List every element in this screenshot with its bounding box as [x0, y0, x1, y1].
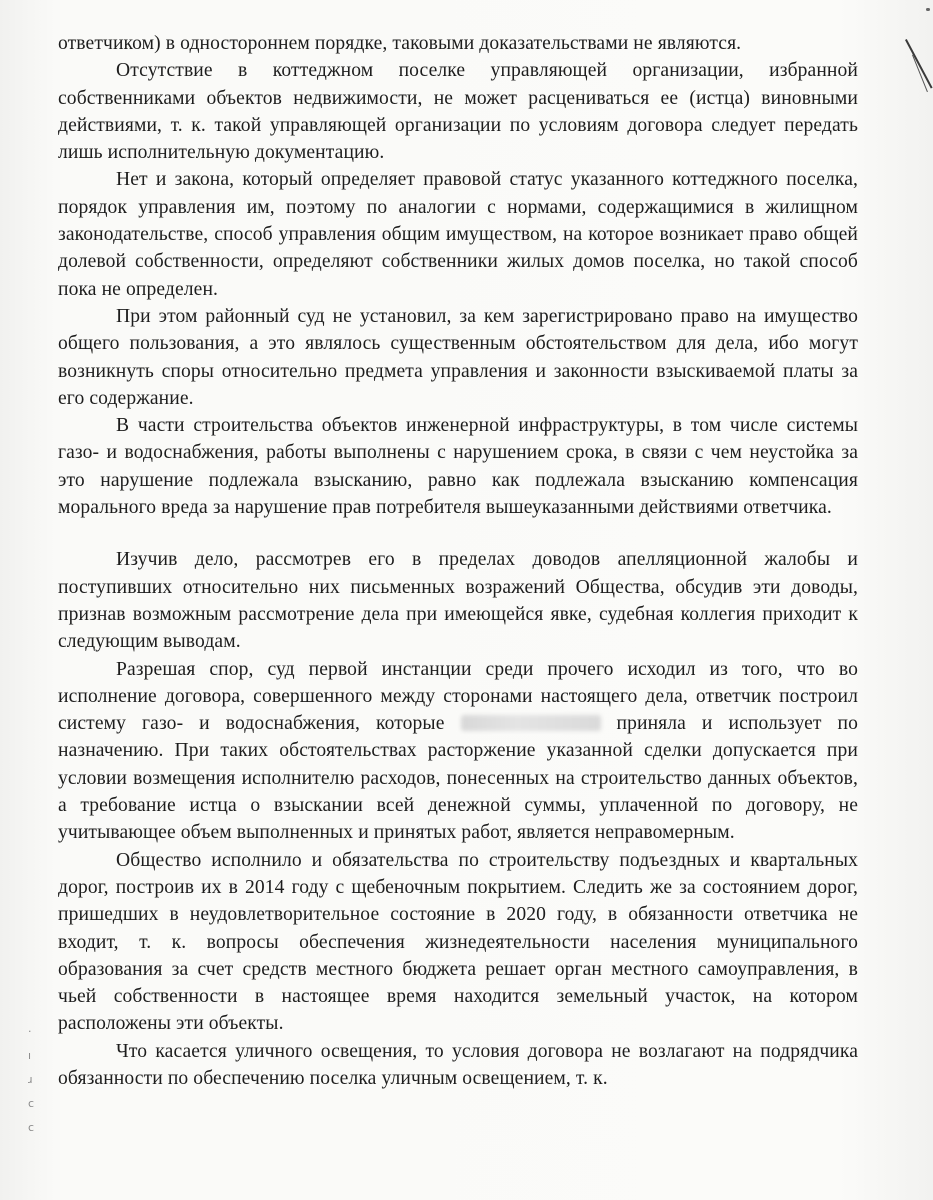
margin-marks [28, 1020, 34, 1140]
paragraph: Общество исполнило и обязательства по строительству подъездных и квартальных дорог, построив их в 2014 году с щебеночным покрытием. Следить же за состоянием дорог, пришедших в неудовлетворительное состояние в 2020 году, в обязанности ответчика не входит, т. к. вопросы обеспечения жизнедеятельности населения муниципального образования за счет средств местного бюджета решает орган местного самоуправления, в чьей собственности в настоящее время находится земельный участок, на котором расположены эти объекты. [58, 849, 858, 1035]
paragraph-text: приняла и использует по назначению. При таких обстоятельствах расторжение указанной сделки допускается при условии возмещения исполнителю расходов, понесенных на строительство данных объектов, а требование истца о взыскании всей денежной суммы, уплаченной по договору, не учитывающее объем выполненных и принятых работ, является неправомерным. [58, 713, 859, 844]
paragraph-gap [58, 521, 858, 546]
scan-edge-dot [926, 8, 930, 11]
paragraph: При этом районный суд не установил, за кем зарегистрировано право на имущество общего пользования, а это являлось существенным обстоятельством для дела, ибо могут возникнуть споры относительно предмета управления и законности взыскиваемой платы за его содержание. [58, 305, 858, 409]
paragraph: Изучив дело, рассмотрев его в пределах доводов апелляционной жалобы и поступивших относительно них письменных возражений Общества, обсудив эти доводы, признав возможным рассмотрение дела при имеющейся явке, судебная коллегия приходит к следующим выводам. [58, 549, 858, 653]
margin-mark: ɹ [28, 1073, 33, 1086]
margin-mark: c [28, 1121, 35, 1134]
scan-edge-line [905, 39, 933, 89]
paragraph: В части строительства объектов инженерной инфраструктуры, в том числе системы газо- и водоснабжения, работы выполнены с нарушением срока, в связи с чем неустойка за это нарушение подлежала взысканию, равно как подлежала взысканию компенсация морального вреда за нарушение прав потребителя вышеуказанными действиями ответчика. [58, 415, 858, 519]
paragraph [58, 656, 858, 847]
paragraph: ответчиком) в одностороннем порядке, таковыми доказательствами не являются. [58, 33, 742, 54]
paragraph: Что касается уличного освещения, то условия договора не возлагают на подрядчика обязанности по обеспечению поселка уличным освещением, т. к. [58, 1040, 858, 1089]
paragraph: Отсутствие в коттеджном поселке управляющей организации, избранной собственниками объектов недвижимости, не может расцениваться ее (истца) виновными действиями, т. к. такой управляющей организации по условиям договора следует передать лишь исполнительную документацию. [58, 60, 858, 164]
document-body [58, 30, 858, 1092]
paragraph: Нет и закона, который определяет правовой статус указанного коттеджного поселка, порядок управления им, поэтому по аналогии с нормами, содержащимися в жилищном законодательстве, способ управления общим имуществом, на которое возникает право общей долевой собственности, определяют собственники жилых домов поселка, но такой способ пока не определен. [58, 169, 858, 300]
paragraph-text: Разрешая спор, суд первой инстанции среди прочего исходил из того, что во исполнение договора, совершенного между сторонами настоящего дела, ответчик построил систему газо- и водоснабжения, которые [58, 658, 858, 735]
margin-mark: ı [28, 1049, 32, 1062]
margin-mark: · [28, 1025, 32, 1038]
margin-mark: c [28, 1097, 35, 1110]
redacted-name [461, 715, 601, 731]
